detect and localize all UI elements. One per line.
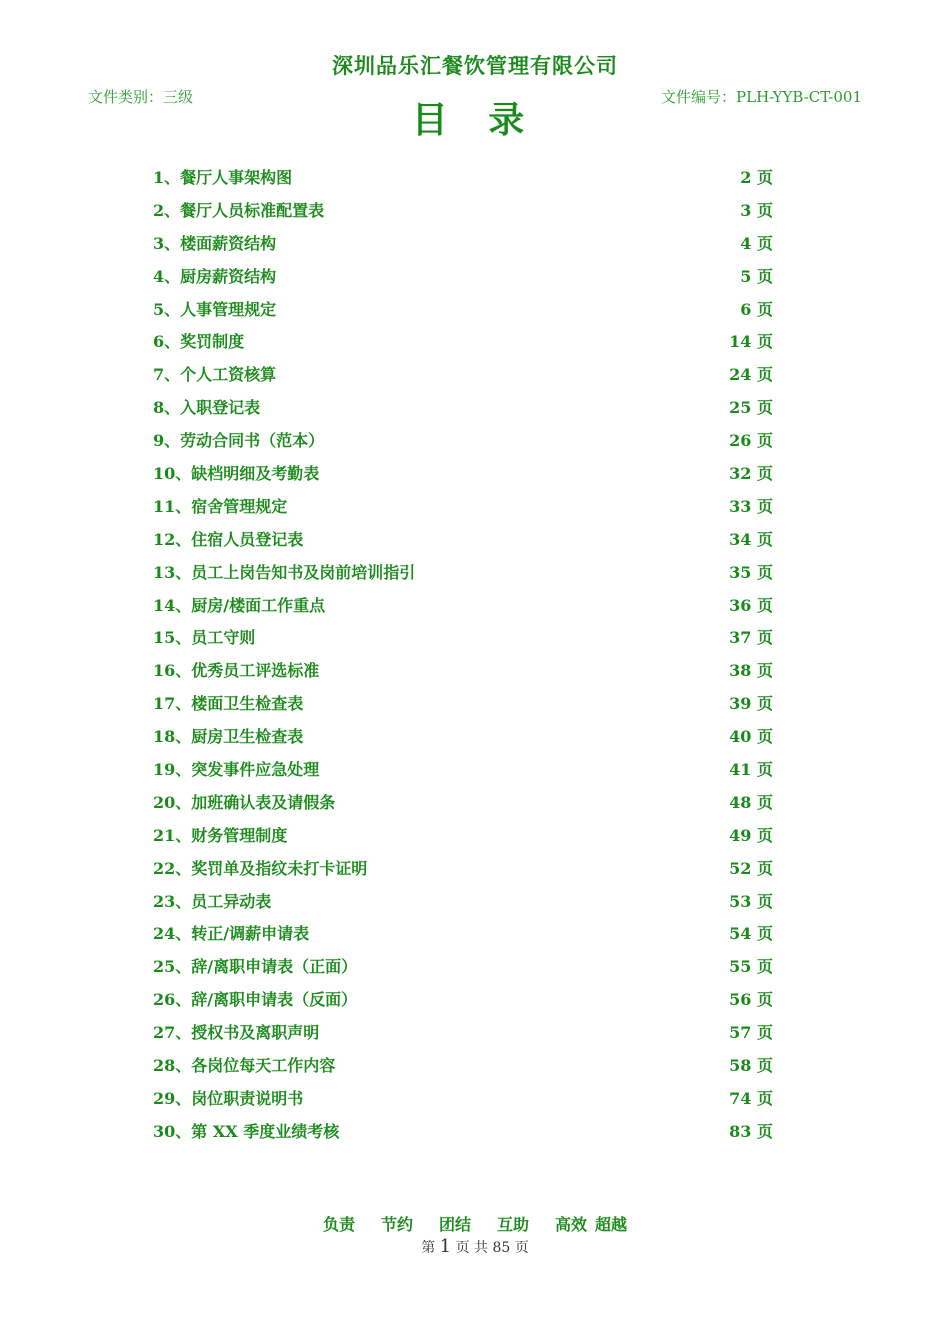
toc-entry-page: 48 页 (729, 792, 773, 812)
toc-entry-page: 38 页 (729, 661, 773, 681)
motto-word: 节约 (380, 1215, 413, 1234)
toc-entry-label: 27、授权书及离职声明 (153, 1023, 320, 1043)
toc-entry-page: 40 页 (729, 727, 773, 747)
toc-entry-page: 83 页 (729, 1121, 773, 1141)
toc-entry-page: 6 页 (740, 299, 773, 319)
toc-entry-label: 5、人事管理规定 (153, 299, 277, 319)
document-number: 文件编号：PLH-YYB-CT-001 (661, 88, 862, 106)
motto-word: 负责 (322, 1215, 355, 1234)
toc-entry[interactable] (153, 653, 773, 686)
toc-entry-page: 25 页 (729, 398, 773, 418)
toc-entry-label: 19、突发事件应急处理 (153, 759, 320, 779)
toc-entry[interactable] (153, 1015, 773, 1048)
toc-entry-label: 28、各岗位每天工作内容 (153, 1055, 336, 1075)
toc-entry[interactable] (153, 226, 773, 259)
motto-word: 团结 (438, 1215, 471, 1234)
document-category: 文件类别：三级 (88, 88, 194, 106)
total-pages: 85 (492, 1240, 511, 1256)
toc-entry-page: 3 页 (740, 200, 773, 220)
company-motto (0, 1212, 950, 1235)
toc-entry-label: 15、员工守则 (153, 628, 256, 648)
motto-word: 互助 (497, 1215, 530, 1234)
toc-entry-label: 14、厨房/楼面工作重点 (153, 595, 326, 615)
toc-entry-label: 2、餐厅人员标准配置表 (153, 200, 325, 220)
toc-entry-page: 34 页 (729, 529, 773, 549)
toc-entry-label: 22、奖罚单及指纹未打卡证明 (153, 858, 368, 878)
toc-entry[interactable] (153, 357, 773, 390)
toc-entry[interactable] (153, 423, 773, 456)
toc-entry[interactable] (153, 259, 773, 292)
toc-entry-page: 2 页 (740, 167, 773, 187)
motto-word: 超越 (595, 1215, 628, 1234)
toc-entry-page: 41 页 (729, 759, 773, 779)
toc-entry-page: 56 页 (729, 990, 773, 1010)
motto-word: 高效 (555, 1215, 588, 1234)
toc-entry[interactable] (153, 851, 773, 884)
toc-entry-label: 9、劳动合同书（范本） (153, 431, 325, 451)
toc-entry-label: 10、缺档明细及考勤表 (153, 463, 320, 483)
toc-entry[interactable] (153, 193, 773, 226)
toc-entry-page: 33 页 (729, 496, 773, 516)
toc-entry-page: 26 页 (729, 431, 773, 451)
toc-entry-page: 55 页 (729, 957, 773, 977)
toc-entry-label: 6、奖罚制度 (153, 332, 245, 352)
toc-entry-label: 29、岗位职责说明书 (153, 1088, 304, 1108)
toc-entry-page: 35 页 (729, 562, 773, 582)
toc-entry[interactable] (153, 752, 773, 785)
toc-entry[interactable] (153, 719, 773, 752)
toc-entry-label: 30、第 XX 季度业绩考核 (153, 1121, 340, 1141)
toc-entry-label: 23、员工异动表 (153, 891, 272, 911)
toc-entry[interactable] (153, 884, 773, 917)
toc-entry[interactable] (153, 949, 773, 982)
toc-entry-label: 11、宿舍管理规定 (153, 496, 288, 516)
toc-entry[interactable] (153, 1048, 773, 1081)
toc-entry-label: 4、厨房薪资结构 (153, 266, 277, 286)
toc-entry-label: 1、餐厅人事架构图 (153, 167, 293, 187)
toc-entry-page: 52 页 (729, 858, 773, 878)
toc-entry[interactable] (153, 489, 773, 522)
toc-entry-page: 14 页 (729, 332, 773, 352)
toc-entry[interactable] (153, 390, 773, 423)
footer-middle: 页 共 (455, 1240, 489, 1256)
toc-entry[interactable] (153, 818, 773, 851)
toc-entry-page: 4 页 (740, 233, 773, 253)
toc-entry[interactable] (153, 916, 773, 949)
toc-entry-page: 57 页 (729, 1023, 773, 1043)
toc-entry-page: 5 页 (740, 266, 773, 286)
toc-entry-label: 7、个人工资核算 (153, 365, 277, 385)
toc-entry-page: 53 页 (729, 891, 773, 911)
toc-entry-page: 32 页 (729, 463, 773, 483)
toc-entry-label: 21、财务管理制度 (153, 825, 288, 845)
toc-entry-label: 13、员工上岗告知书及岗前培训指引 (153, 562, 416, 582)
toc-entry[interactable] (153, 588, 773, 621)
toc-entry[interactable] (153, 620, 773, 653)
toc-entry-label: 26、辞/离职申请表（反面） (153, 990, 358, 1010)
toc-entry-label: 25、辞/离职申请表（正面） (153, 957, 358, 977)
toc-entry-label: 12、住宿人员登记表 (153, 529, 304, 549)
toc-entry[interactable] (153, 292, 773, 325)
toc-entry-page: 54 页 (729, 924, 773, 944)
toc-entry[interactable] (153, 1114, 773, 1147)
toc-entry[interactable] (153, 785, 773, 818)
toc-entry-label: 17、楼面卫生检查表 (153, 694, 304, 714)
toc-entry-page: 49 页 (729, 825, 773, 845)
table-of-contents (153, 160, 773, 1147)
toc-entry-page: 37 页 (729, 628, 773, 648)
toc-entry-page: 58 页 (729, 1055, 773, 1075)
toc-entry[interactable] (153, 1081, 773, 1114)
toc-entry-label: 20、加班确认表及请假条 (153, 792, 336, 812)
toc-entry[interactable] (153, 555, 773, 588)
toc-entry-label: 24、转正/调薪申请表 (153, 924, 310, 944)
toc-entry-page: 24 页 (729, 365, 773, 385)
toc-entry-label: 16、优秀员工评选标准 (153, 661, 320, 681)
toc-entry-page: 74 页 (729, 1088, 773, 1108)
footer-suffix: 页 (514, 1240, 529, 1256)
toc-entry[interactable] (153, 522, 773, 555)
toc-entry-page: 39 页 (729, 694, 773, 714)
toc-entry-label: 18、厨房卫生检查表 (153, 727, 304, 747)
page-footer (0, 1236, 950, 1257)
toc-entry[interactable] (153, 686, 773, 719)
toc-entry-label: 8、入职登记表 (153, 398, 261, 418)
toc-entry-label: 3、楼面薪资结构 (153, 233, 277, 253)
toc-entry[interactable] (153, 456, 773, 489)
toc-entry[interactable] (153, 982, 773, 1015)
toc-title: 目 录 (411, 99, 539, 141)
toc-entry[interactable] (153, 160, 773, 193)
company-name: 深圳品乐汇餐饮管理有限公司 (332, 53, 618, 78)
toc-entry[interactable] (153, 324, 773, 357)
current-page-number: 1 (439, 1236, 452, 1257)
toc-entry-page: 36 页 (729, 595, 773, 615)
footer-prefix: 第 (421, 1240, 436, 1256)
